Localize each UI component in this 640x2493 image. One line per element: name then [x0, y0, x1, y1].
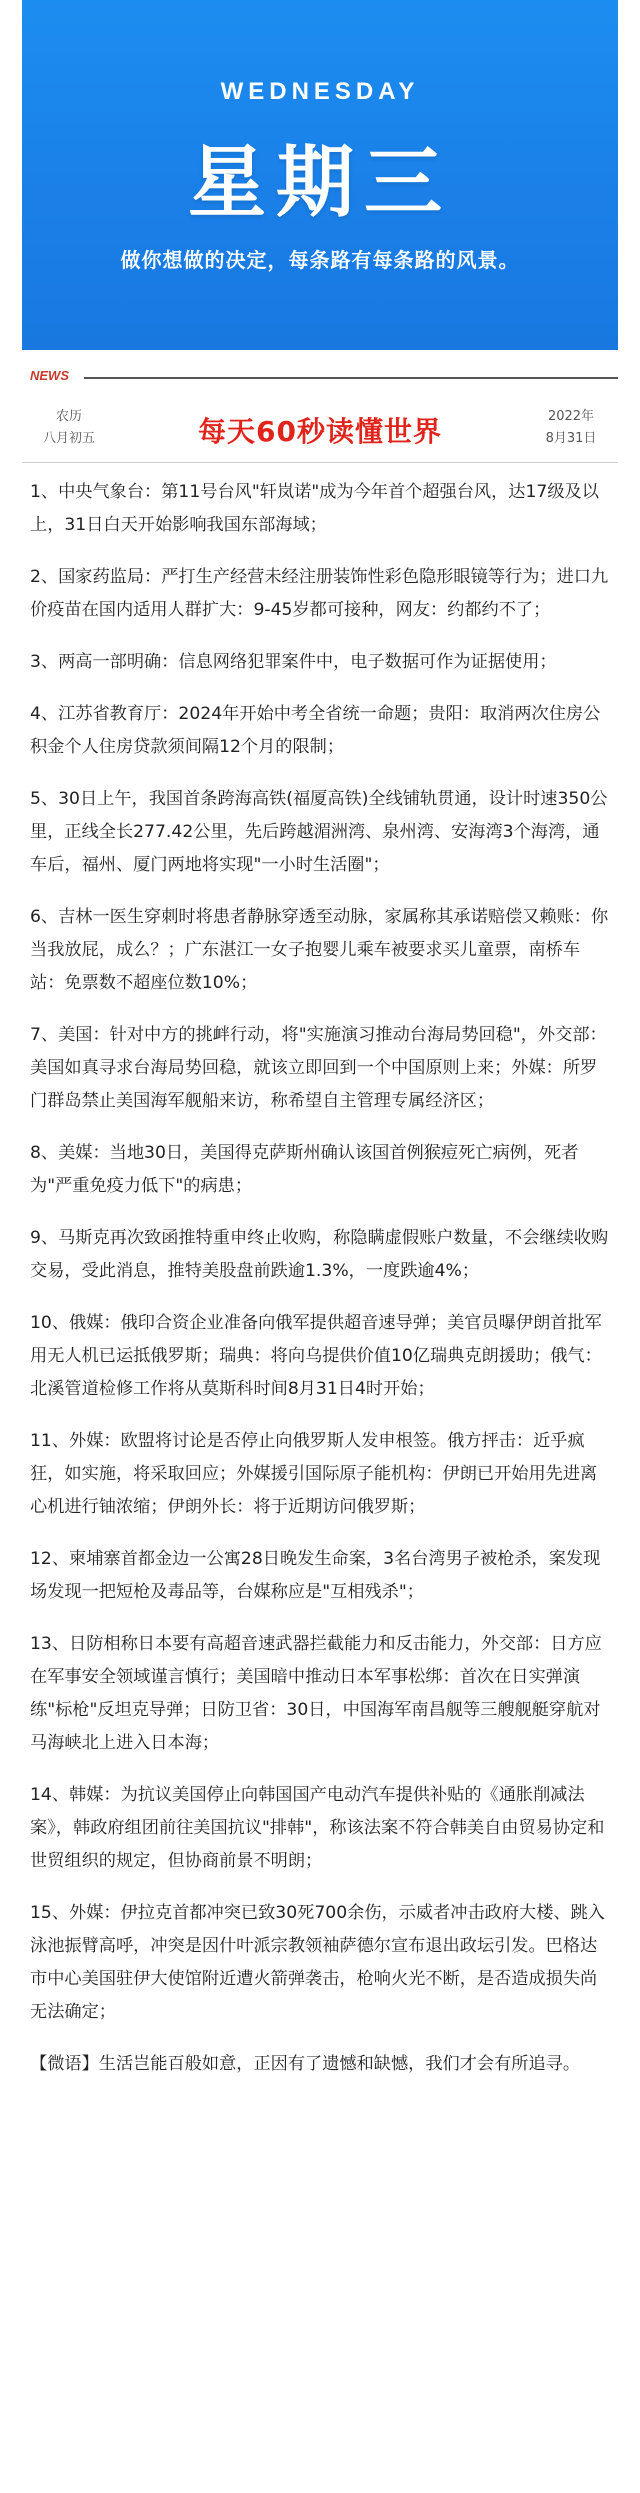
news-list: [30, 476, 612, 2100]
date-row: [22, 402, 618, 460]
lunar-day: 八月初五: [42, 431, 95, 446]
news-item-2: 2、国家药监局：严打生产经营未经注册装饰性彩色隐形眼镜等行为；进口九价疫苗在国内适用人群扩大：9-45岁都可接种，网友：约都约不了；: [30, 567, 609, 620]
news-item-9: 9、马斯克再次致函推特重申终止收购，称隐瞒虚假账户数量，不会继续收购交易，受此消息，推特美股盘前跌逾1.3%，一度跌逾4%；: [30, 1228, 609, 1281]
daily-quote: 【微语】生活岂能百般如意，正因有了遗憾和缺憾，我们才会有所追寻。: [30, 2054, 581, 2074]
weekday-english: WEDNESDAY: [220, 78, 420, 105]
news-item-14: 14、韩媒：为抗议美国停止向韩国国产电动汽车提供补贴的《通胀削减法案》，韩政府组团前往美国抗议"排韩"，称该法案不符合韩美自由贸易协定和世贸组织的规定，但协商前景不明朗；: [30, 1785, 605, 1871]
news-label: NEWS: [30, 368, 69, 383]
gregorian-date: [536, 406, 606, 450]
news-item-10: 10、俄媒：俄印合资企业准备向俄军提供超音速导弹；美官员曝伊朗首批军用无人机已运抵俄罗斯；瑞典：将向乌提供价值10亿瑞典克朗援助；俄气：北溪管道检修工作将从莫斯科时间8月31日4时开始；: [30, 1313, 602, 1399]
news-item-8: 8、美媒：当地30日，美国得克萨斯州确认该国首例猴痘死亡病例，死者为"严重免疫力低下"的病患；: [30, 1143, 579, 1196]
lunar-label: 农历: [55, 409, 82, 424]
news-divider: [84, 377, 618, 379]
news-item-13: 13、日防相称日本要有高超音速武器拦截能力和反击能力，外交部：日方应在军事安全领域谨言慎行；美国暗中推动日本军事松绑：首次在日实弹演练"标枪"反坦克导弹；日防卫省：30日，中国海军南昌舰等三艘舰艇穿航对马海峡北上进入日本海；: [30, 1634, 602, 1753]
weekday-banner: [22, 0, 618, 350]
news-item-6: 6、吉林一医生穿刺时将患者静脉穿透至动脉，家属称其承诺赔偿又赖账：你当我放屁，成么？；广东湛江一女子抱婴儿乘车被要求买儿童票，南桥车站：免票数不超座位数10%；: [30, 907, 609, 993]
news-item-15: 15、外媒：伊拉克首都冲突已致30死700余伤，示威者冲击政府大楼、跳入泳池振臂高呼，冲突是因什叶派宗教领袖萨德尔宣布退出政坛引发。巴格达市中心美国驻伊大使馆附近遭火箭弹袭击，枪响火光不断，是否造成损失尚无法确定；: [30, 1903, 605, 2022]
date-day: 8月31日: [545, 431, 597, 446]
news-item-3: 3、两高一部明确：信息网络犯罪案件中，电子数据可作为证据使用；: [30, 652, 557, 672]
news-item-5: 5、30日上午，我国首条跨海高铁(福厦高铁)全线铺轨贯通，设计时速350公里，正线全长277.42公里，先后跨越湄洲湾、泉州湾、安海湾3个海湾，通车后，福州、厦门两地将实现"一小时生活圈"；: [30, 789, 608, 875]
news-item-12: 12、柬埔寨首都金边一公寓28日晚发生命案，3名台湾男子被枪杀，案发现场发现一把短枪及毒品等，台媒称应是"互相残杀"；: [30, 1549, 601, 1602]
news-item-1: 1、中央气象台：第11号台风"轩岚诺"成为今年首个超强台风，达17级及以上，31日白天开始影响我国东部海域；: [30, 482, 599, 535]
header-divider: [22, 462, 618, 463]
page-title: 每天60秒读懂世界: [198, 415, 442, 448]
news-item-4: 4、江苏省教育厅：2024年开始中考全省统一命题；贵阳：取消两次住房公积金个人住房贷款须间隔12个月的限制；: [30, 704, 601, 757]
news-item-7: 7、美国：针对中方的挑衅行动，将"实施演习推动台海局势回稳"，外交部：美国如真寻求台海局势回稳，就该立即回到一个中国原则上来；外媒：所罗门群岛禁止美国海军舰船来访，称希望自主管理专属经济区；: [30, 1025, 607, 1111]
banner-slogan: 做你想做的决定，每条路有每条路的风景。: [120, 248, 520, 272]
date-year: 2022年: [547, 409, 595, 424]
news-item-11: 11、外媒：欧盟将讨论是否停止向俄罗斯人发申根签。俄方抨击：近乎疯狂，如实施，将采取回应；外媒援引国际原子能机构：伊朗已开始用先进离心机进行铀浓缩；伊朗外长：将于近期访问俄罗斯；: [30, 1431, 598, 1517]
news-header: [22, 368, 618, 386]
weekday-chinese: 星期三: [187, 138, 452, 228]
